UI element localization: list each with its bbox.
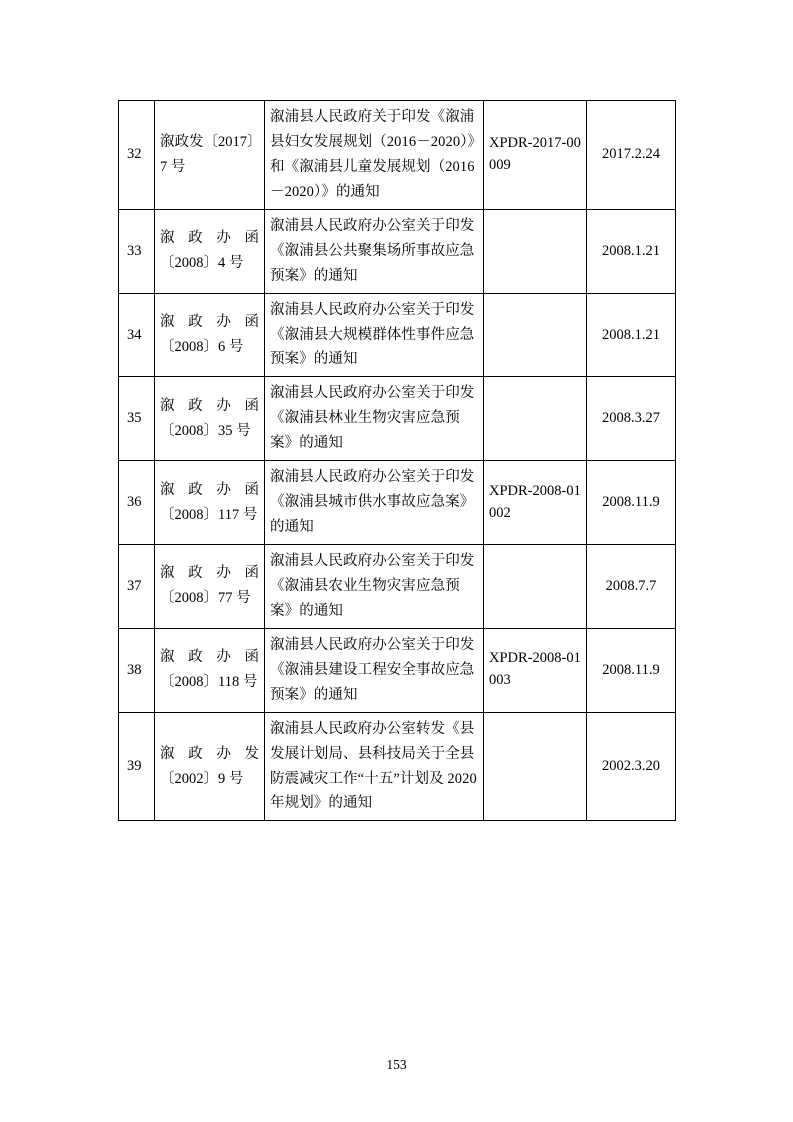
document-date: 2017.2.24 — [587, 101, 676, 210]
document-date: 2008.3.27 — [587, 377, 676, 461]
row-number: 35 — [119, 377, 155, 461]
government-documents-table — [118, 100, 676, 821]
document-title: 溆浦县人民政府办公室转发《县发展计划局、县科技局关于全县防震减灾工作“十五”计划及 2020 年规划》的通知 — [265, 712, 484, 821]
document-id — [484, 545, 587, 629]
document-title: 溆浦县人民政府关于印发《溆浦县妇女发展规划（2016－2020）》和《溆浦县儿童发展规划（2016－2020）》的通知 — [265, 101, 484, 210]
document-date: 2008.11.9 — [587, 628, 676, 712]
document-date: 2008.7.7 — [587, 545, 676, 629]
document-title: 溆浦县人民政府办公室关于印发《溆浦县公共聚集场所事故应急预案》的通知 — [265, 209, 484, 293]
table-row — [119, 628, 676, 712]
document-code — [155, 628, 265, 712]
document-title: 溆浦县人民政府办公室关于印发《溆浦县建设工程安全事故应急预案》的通知 — [265, 628, 484, 712]
document-id: XPDR-2017-00009 — [484, 101, 587, 210]
document-code — [155, 712, 265, 821]
document-code-line: 〔2008〕117 号 — [160, 506, 258, 523]
document-date: 2008.11.9 — [587, 461, 676, 545]
document-code-line: 溆 政 办 发 — [160, 745, 259, 762]
document-code-line: 〔2002〕9 号 — [160, 770, 244, 787]
document-id: XPDR-2008-01002 — [484, 461, 587, 545]
table-row — [119, 545, 676, 629]
document-code-line: 〔2008〕4 号 — [160, 255, 244, 272]
document-code — [155, 293, 265, 377]
document-id — [484, 293, 587, 377]
document-id: XPDR-2008-01003 — [484, 628, 587, 712]
document-code-line: 溆 政 办 函 — [160, 565, 259, 582]
document-code-line: 〔2008〕6 号 — [160, 338, 244, 355]
document-code-line: 〔2008〕77 号 — [160, 590, 251, 607]
table-row — [119, 101, 676, 210]
table-row — [119, 293, 676, 377]
document-code-line: 溆 政 办 函 — [160, 230, 259, 247]
document-id — [484, 209, 587, 293]
document-title: 溆浦县人民政府办公室关于印发《溆浦县大规模群体性事件应急预案》的通知 — [265, 293, 484, 377]
document-code-line: 溆 政 办 函 — [160, 481, 259, 498]
table-row — [119, 461, 676, 545]
row-number: 34 — [119, 293, 155, 377]
document-code-line: 溆 政 办 函 — [160, 314, 259, 331]
table-row — [119, 377, 676, 461]
row-number: 37 — [119, 545, 155, 629]
document-code-line: 〔2008〕35 号 — [160, 422, 251, 439]
document-code — [155, 377, 265, 461]
row-number: 39 — [119, 712, 155, 821]
document-id — [484, 712, 587, 821]
document-code-line: 溆 政 办 函 — [160, 397, 259, 414]
document-date: 2008.1.21 — [587, 209, 676, 293]
document-title: 溆浦县人民政府办公室关于印发《溆浦县城市供水事故应急案》的通知 — [265, 461, 484, 545]
row-number: 36 — [119, 461, 155, 545]
document-title: 溆浦县人民政府办公室关于印发《溆浦县林业生物灾害应急预案》的通知 — [265, 377, 484, 461]
document-code-line: 7 号 — [160, 158, 186, 175]
row-number: 32 — [119, 101, 155, 210]
table-row — [119, 209, 676, 293]
row-number: 38 — [119, 628, 155, 712]
document-date: 2002.3.20 — [587, 712, 676, 821]
document-code — [155, 545, 265, 629]
row-number: 33 — [119, 209, 155, 293]
document-code — [155, 209, 265, 293]
table-row — [119, 712, 676, 821]
table-body — [119, 101, 676, 821]
document-code — [155, 101, 265, 210]
document-id — [484, 377, 587, 461]
document-code-line: 〔2008〕118 号 — [160, 674, 258, 691]
document-date: 2008.1.21 — [587, 293, 676, 377]
page-number: 153 — [386, 1057, 407, 1072]
document-code-line: 溆 政 办 函 — [160, 649, 259, 666]
document-title: 溆浦县人民政府办公室关于印发《溆浦县农业生物灾害应急预案》的通知 — [265, 545, 484, 629]
document-code-line: 溆政发〔2017〕 — [160, 133, 262, 150]
document-code — [155, 461, 265, 545]
